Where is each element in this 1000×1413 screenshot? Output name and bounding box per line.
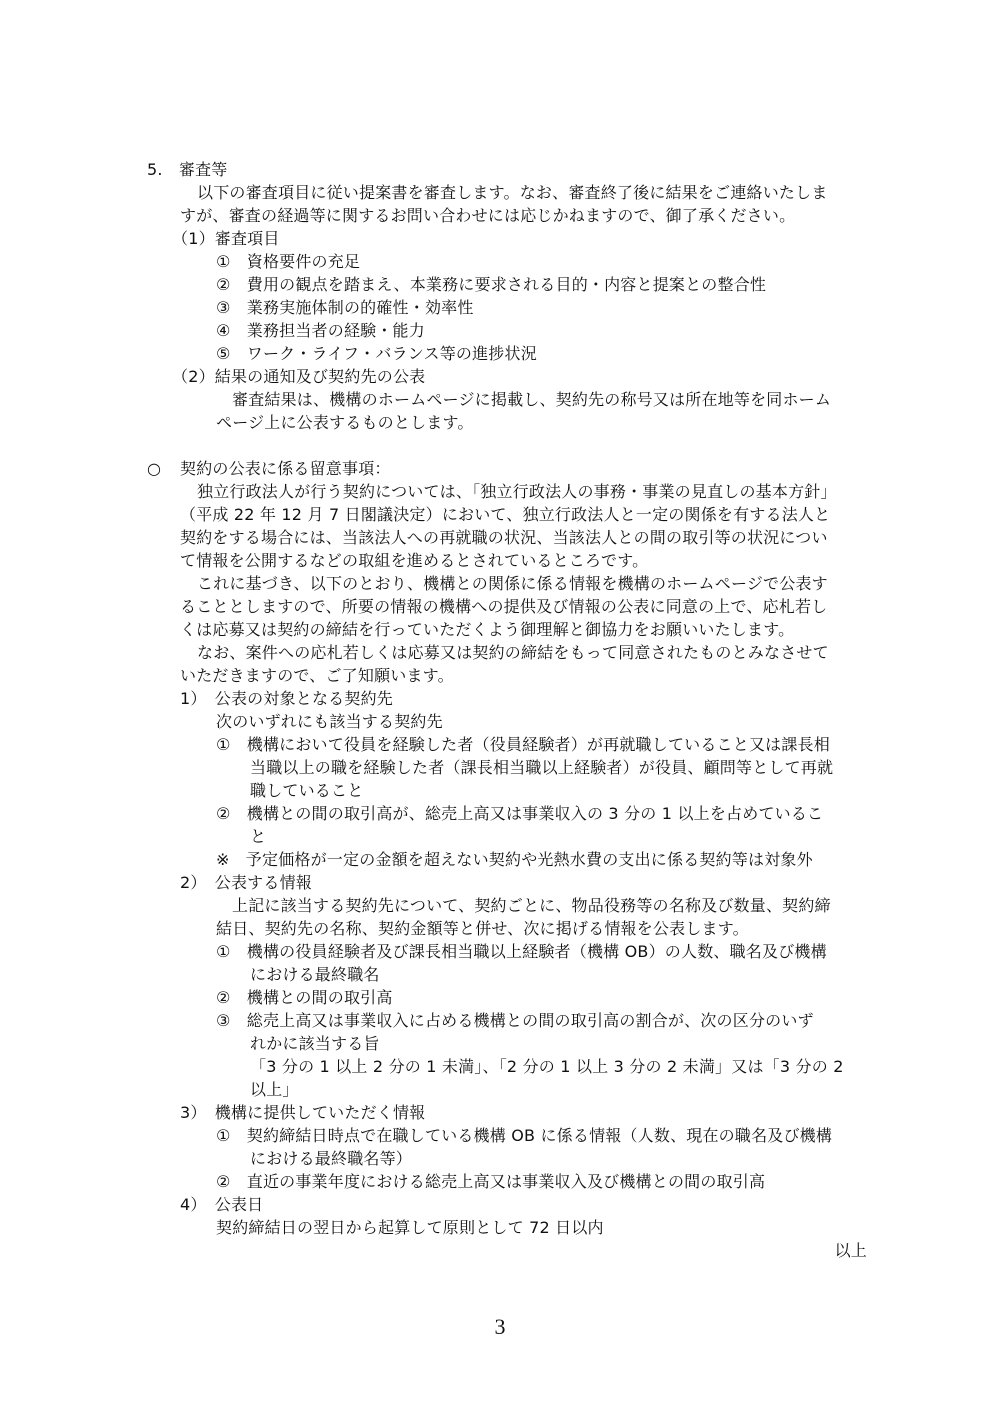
list-item-cont: 職していること [250, 781, 364, 800]
list-item: ③ 総売上高又は事業収入に占める機構との間の取引高の割合が、次の区分のいず [216, 1011, 814, 1030]
list-item-cont: 当職以上の職を経験した者（課長相当職以上経験者）が役員、顧問等として再就 [250, 758, 834, 777]
subsection-heading: 2） 公表する情報 [180, 873, 312, 892]
intro-line: 以下の審査項目に従い提案書を審査します。なお、審査終了後に結果をご連絡いたしま [197, 183, 828, 202]
body-line: 上記に該当する契約先について、契約ごとに、物品役務等の名称及び数量、契約締 [232, 896, 831, 915]
body-line: 次のいずれにも該当する契約先 [216, 712, 443, 731]
body-line: いただきますので、ご了知願います。 [180, 666, 454, 685]
body-line: 独立行政法人が行う契約については、「独立行政法人の事務・事業の見直しの基本方針」 [197, 482, 837, 501]
list-item: ③ 業務実施体制の的確性・効率性 [216, 298, 474, 317]
page-number: 3 [494, 1314, 506, 1339]
list-item-cont: れかに該当する旨 [250, 1034, 380, 1053]
body-line: （平成 22 年 12 月 7 日閣議決定）において、独立行政法人と一定の関係を有する法人と [180, 505, 831, 524]
list-item-cont: 以上」 [250, 1080, 299, 1099]
section-heading: 5. 審査等 [147, 160, 228, 179]
subsection-heading: （1）審査項目 [172, 229, 280, 248]
body-line: 契約締結日の翌日から起算して原則として 72 日以内 [216, 1218, 604, 1237]
body-line: ることとしますので、所要の情報の機構への提供及び情報の公表に同意の上で、応札若し [180, 597, 828, 616]
bullet-icon: ○ [147, 459, 162, 478]
list-item: ② 直近の事業年度における総売上高又は事業収入及び機構との間の取引高 [216, 1172, 766, 1191]
notice-heading: 契約の公表に係る留意事項： [180, 459, 391, 478]
subsection-heading: 3） 機構に提供していただく情報 [180, 1103, 426, 1122]
list-item: ② 費用の観点を踏まえ、本業務に要求される目的・内容と提案との整合性 [216, 275, 767, 294]
list-item: ① 契約締結日時点で在職している機構 OB に係る情報（人数、現在の職名及び機構 [216, 1126, 833, 1145]
subsection-heading: 1） 公表の対象となる契約先 [180, 689, 393, 708]
list-item: ④ 業務担当者の経験・能力 [216, 321, 425, 340]
intro-line: すが、審査の経過等に関するお問い合わせには応じかねますので、御了承ください。 [180, 206, 796, 225]
list-item: ② 機構との間の取引高が、総売上高又は事業収入の 3 分の 1 以上を占めているこ [216, 804, 824, 823]
note-line: ※ 予定価格が一定の金額を超えない契約や光熱水費の支出に係る契約等は対象外 [216, 850, 813, 869]
list-item: ① 資格要件の充足 [216, 252, 361, 271]
list-item-cont: における最終職名 [250, 965, 380, 984]
list-item: ② 機構との間の取引高 [216, 988, 393, 1007]
subsection-heading: （2）結果の通知及び契約先の公表 [172, 367, 426, 386]
body-line: くは応募又は契約の締結を行っていただくよう御理解と御協力をお願いいたします。 [180, 620, 795, 639]
body-line: 審査結果は、機構のホームページに掲載し、契約先の称号又は所在地等を同ホーム [232, 390, 832, 409]
body-line: ページ上に公表するものとします。 [216, 413, 474, 432]
body-line: これに基づき、以下のとおり、機構との関係に係る情報を機構のホームページで公表す [197, 574, 828, 593]
list-item: ① 機構の役員経験者及び課長相当職以上経験者（機構 OB）の人数、職名及び機構 [216, 942, 827, 961]
list-item-cont: 「3 分の 1 以上 2 分の 1 未満」、「2 分の 1 以上 3 分の 2 未満」又は「3 分の 2 [250, 1057, 844, 1076]
subsection-heading: 4） 公表日 [180, 1195, 264, 1214]
list-item: ⑤ ワーク・ライフ・バランス等の進捗状況 [216, 344, 537, 363]
list-item: ① 機構において役員を経験した者（役員経験者）が再就職していること又は課長相 [216, 735, 830, 754]
body-line: なお、案件への応札若しくは応募又は契約の締結をもって同意されたものとみなさせて [197, 643, 829, 662]
body-line: 結日、契約先の名称、契約金額等と併せ、次に掲げる情報を公表します。 [216, 919, 749, 938]
body-line: て情報を公開するなどの取組を進めるとされているところです。 [180, 551, 649, 570]
list-item-cont: と [250, 827, 267, 846]
body-line: 契約をする場合には、当該法人への再就職の状況、当該法人との間の取引等の状況につい [180, 528, 828, 547]
closing-text: 以上 [834, 1241, 867, 1260]
list-item-cont: における最終職名等） [250, 1149, 413, 1168]
